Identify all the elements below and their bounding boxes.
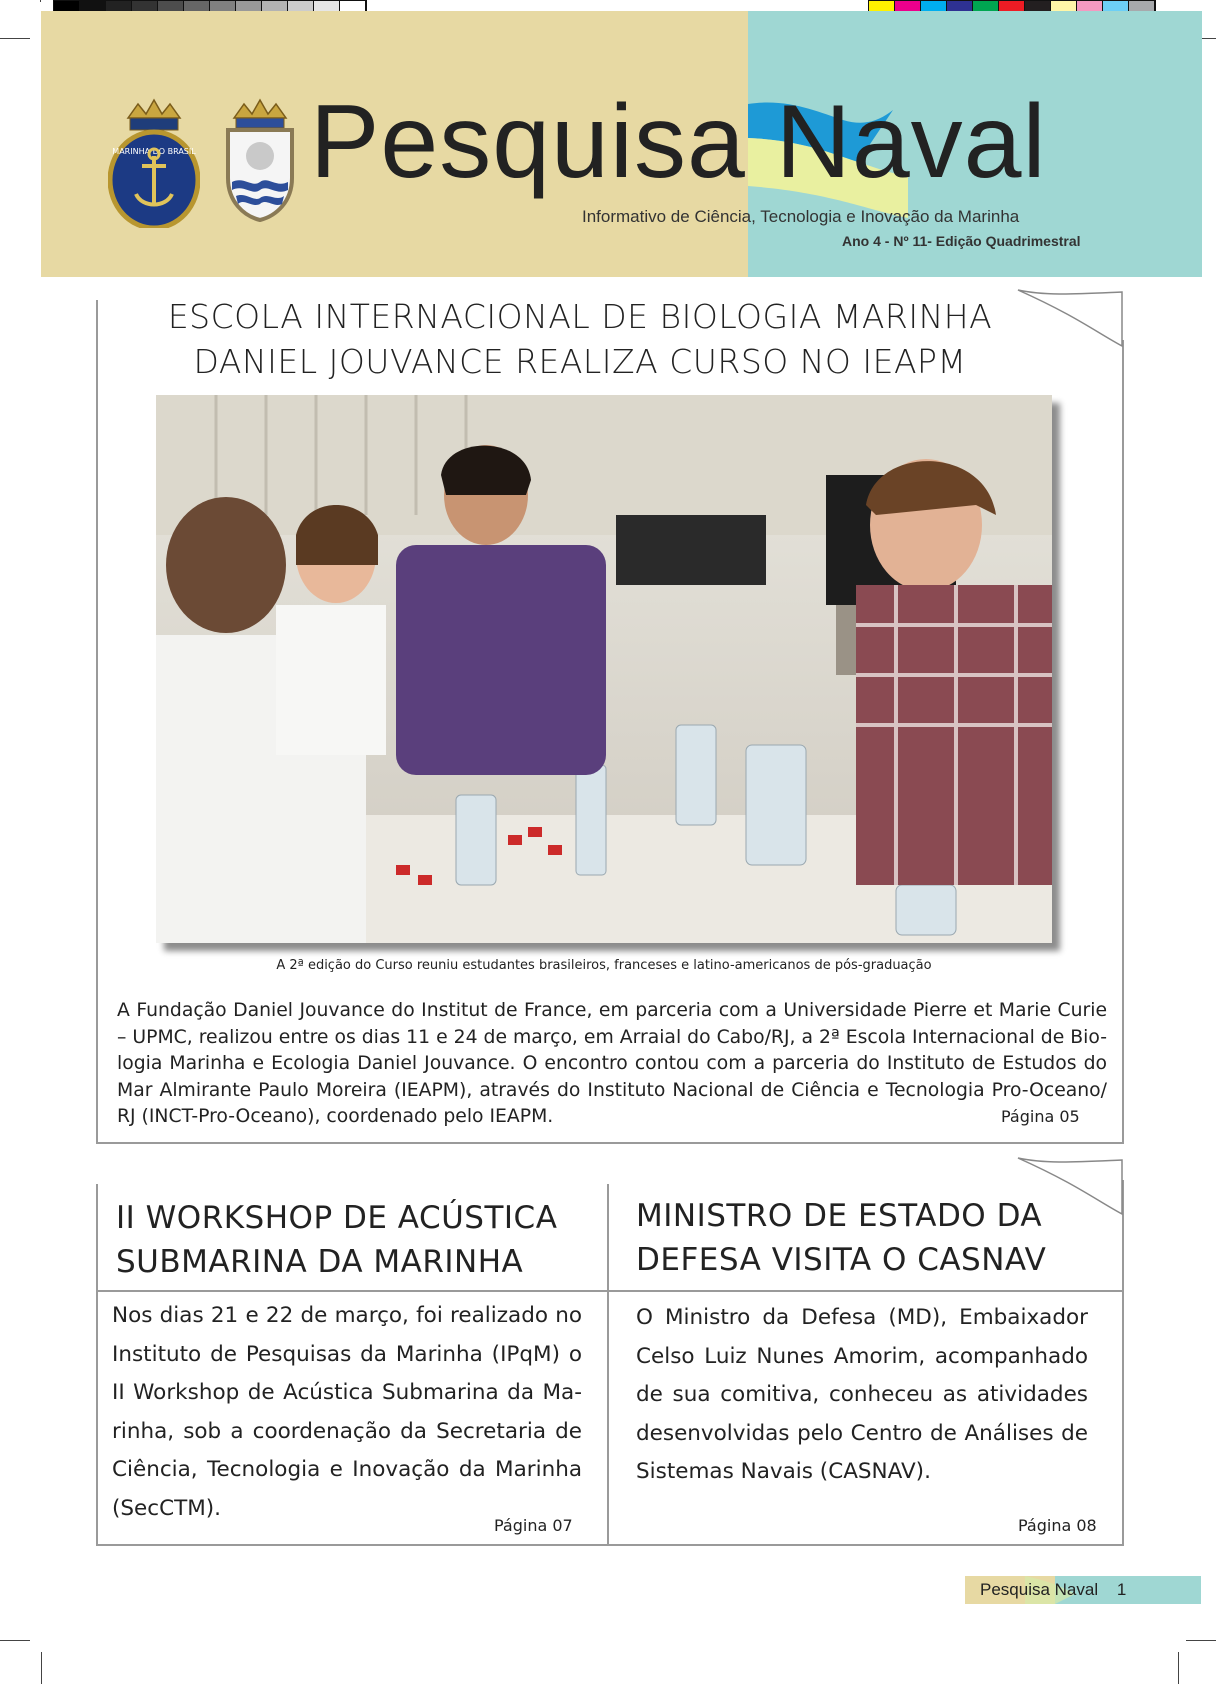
marinha-emblem-icon [108, 98, 200, 228]
right-article-body: O Ministro da Defesa (MD), Embaixador Celso Luiz Nunes Amorim, acompanhado de sua comitiva, conheceu as atividades desenvolvidas pelo Centro de Análises de Sistemas Navais (CASNAV). [636, 1305, 1088, 1484]
masthead-subtitle: Informativo de Ciência, Tecnologia e Inovação da Marinha [582, 207, 1020, 226]
page-number: 1 [1116, 1580, 1127, 1599]
main-frame-left [96, 300, 98, 1144]
secctm-emblem-icon [220, 98, 300, 228]
main-title-line2: DANIEL JOUVANCE REALIZA CURSO NO IEAPM [193, 342, 967, 381]
main-page-ref: Página 05 [1001, 1107, 1080, 1126]
main-frame-right [1122, 340, 1124, 1144]
crop-mark-bottom-left-v [41, 1652, 42, 1684]
crop-mark-top-left [0, 38, 30, 39]
bottom-frame-divider [96, 1290, 1124, 1292]
laboratory-photo [156, 395, 1052, 943]
bottom-frame-right [1122, 1180, 1124, 1546]
laboratory-photo-icon [156, 395, 1052, 943]
main-article-body: A Fundação Daniel Jouvance do Institut de France, em parceria com a Universidade Pierre et Marie Curie – UPMC, realizou entre os dias 11 e 24 de março, em Arraial do Cabo/RJ, a 2ª Escola Internacional de Bio-logia Marinha e Ecologia Daniel Jouvance. O encontro contou com a parceria do Instituto de Estudos do Mar Almirante Paulo Moreira (IEAPM), através do Instituto Nacional de Ciência e Tecnologia Pro-Oceano/ RJ (INCT-Pro-Oceano), coordenado pelo IEAPM. [117, 1000, 1107, 1127]
main-frame-bottom [96, 1142, 1124, 1144]
left-article-title [116, 1196, 596, 1284]
right-article-title [636, 1194, 1106, 1282]
photo-caption: A 2ª edição do Curso reuniu estudantes brasileiros, franceses e latino-americanos de pós-graduação [276, 958, 932, 973]
svg-text:MARINHA DO BRASIL: MARINHA DO BRASIL [112, 147, 196, 156]
bottom-frame-middle [607, 1184, 609, 1546]
right-title-line1: MINISTRO DE ESTADO DA [636, 1198, 1043, 1234]
main-title-line1: ESCOLA INTERNACIONAL DE BIOLOGIA MARINHA [167, 297, 993, 336]
left-article-body: Nos dias 21 e 22 de março, foi realizado no Instituto de Pesquisas da Marinha (IPqM) o II Workshop de Acústica Submarina da Ma-rinha, sob a coordenação da Secretaria de Ciência, Tecnologia e Inovação da Marinha (SecCTM). [112, 1303, 582, 1521]
left-page-ref: Página 07 [494, 1516, 573, 1535]
edition-info: Ano 4 - Nº 11- Edição Quadrimestral [842, 233, 1081, 249]
crop-mark-top-left-v [40, 0, 41, 2]
footer-title: Pesquisa Naval [980, 1580, 1099, 1599]
crop-mark-bottom-right-v [1178, 1652, 1179, 1684]
left-title-line2: SUBMARINA DA MARINHA [116, 1244, 524, 1280]
bottom-frame-left [96, 1184, 98, 1546]
right-page-ref: Página 08 [1018, 1516, 1097, 1535]
footer-label [980, 1580, 1126, 1600]
right-title-line2: DEFESA VISITA O CASNAV [636, 1242, 1047, 1278]
crop-mark-bottom-left [0, 1640, 30, 1641]
main-article-title [100, 294, 1060, 384]
left-title-line1: II WORKSHOP DE ACÚSTICA [116, 1200, 558, 1236]
bottom-frame-bottom [96, 1544, 1124, 1546]
masthead-title: Pesquisa Naval [310, 84, 1047, 200]
crop-mark-bottom-right [1186, 1640, 1216, 1641]
